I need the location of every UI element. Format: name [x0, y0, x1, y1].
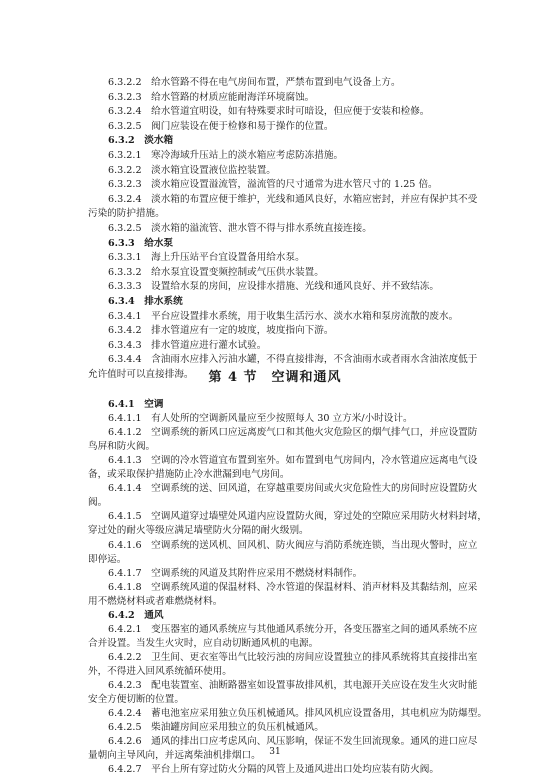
clause-text-line: 6.3.2.3 给水管路的材质应能耐海洋环境腐蚀。	[108, 91, 315, 103]
clause-text-line: 6.3.2.1 寒冷海域升压站上的淡水箱应考虑防冻措施。	[108, 150, 344, 161]
clause-text-line: 6.3.4.4 含油雨水应排入污油水罐，不得直接排海，不含油雨水或者雨水含油浓度低于	[108, 354, 478, 366]
clause-text-line: 6.4.2.2 卫生间、更衣室等出气比较污浊的房间应设置独立的排风系统将其直接排出室	[108, 651, 478, 663]
clause-text-line: 6.3.3.2 给水泵宜设置变频控制或气压供水装置。	[108, 266, 324, 278]
clause-text-line: 用不燃烧材料或者难燃烧材料。	[88, 595, 223, 607]
clause-text-line: 穿过处的耐火等级应满足墙壁防火分隔的耐火级别。	[88, 525, 309, 537]
clause-text-line: 6.4.2.3 配电装置室、油断路器室如设置事故排风机，其电源开关应设在发生火灾时能	[108, 680, 478, 691]
clause-text-line: 6.3.2.2 淡水箱宜设置液位监控装置。	[108, 164, 276, 176]
clause-text-line: 6.4.2.6 通风的排出口应考虑风向、风压影响，保证不发生回流现象。通风的进口应尽	[108, 736, 478, 748]
clause-text-line: 6.4.1.8 空调系统风道的保温材料、冷水管道的保温材料、消声材料及其黏结剂，应采	[108, 581, 478, 593]
clause-text-line: 阀。	[88, 497, 108, 509]
clause-text-line: 即停运。	[88, 553, 127, 565]
clause-text-line: 鸟屏和防火阀。	[88, 441, 156, 453]
clause-heading: 6.3.2 淡水箱	[108, 135, 174, 147]
clause-heading: 6.3.3 给水泵	[108, 237, 174, 249]
clause-text-line: 外，不得进入回风系统循环使用。	[88, 665, 232, 677]
clause-text-line: 安全方便切断的位置。	[88, 694, 184, 706]
clause-text-line: 6.3.2.3 淡水箱应设置溢流管，溢流管的尺寸通常为进水管尺寸的 1.25 倍。	[108, 179, 438, 191]
clause-heading: 6.4.2 通风	[108, 609, 164, 621]
clause-text-line: 6.4.2.1 变压器室的通风系统应与其他通风系统分开，各变压器室之间的通风系统不应	[108, 623, 478, 635]
clause-text-line: 备，或采取保护措施防止冷水泄漏到电气房间。	[88, 469, 290, 481]
clause-text-line: 6.4.2.4 蓄电池室应采用独立负压机械通风。排风风机应设置备用，其电机应为防爆型。	[108, 708, 487, 720]
clause-text-line: 6.3.2.4 给水管道宜明设，如有特殊要求时可暗设，但应便于安装和检修。	[108, 106, 430, 118]
clause-text-line: 6.4.1.3 空调的冷水管道宜布置到室外。如布置到电气房间内，冷水管道应远离电气设	[108, 455, 478, 467]
clause-text-line: 6.3.4.2 排水管道应有一定的坡度，坡度指向下游。	[108, 325, 334, 337]
clause-text-line: 6.4.1.2 空调系统的新风口应远离废气口和其他火灾危险区的烟气排气口，并应设置防	[108, 427, 478, 439]
section-title: 第 4 节 空调和通风	[208, 370, 342, 385]
clause-text-line: 量朝向主导风向，并远离柴油机排烟口。	[88, 750, 261, 762]
clause-text-line: 6.4.2.7 平台上所有穿过防火分隔的风管上及通风进出口处均应装有防火阀。	[108, 764, 439, 776]
clause-heading: 6.3.4 排水系统	[108, 296, 183, 307]
clause-text-line: 6.4.2.5 柴油罐房间应采用独立的负压机械通风。	[108, 722, 324, 734]
clause-text-line: 允许值时可以直接排海。	[88, 369, 194, 380]
clause-text-line: 6.3.2.5 淡水箱的溢流管、泄水管不得与排水系统直接连接。	[108, 223, 372, 234]
clause-text-line: 6.3.3.3 设置给水泵的房间，应设排水措施、光线和通风良好、并不致结冻。	[108, 281, 439, 293]
clause-heading: 6.4.1 空调	[108, 399, 164, 410]
clause-text-line: 6.3.4.3 排水管道应进行灌水试验。	[108, 339, 267, 351]
clause-text-line: 6.4.1.1 有人处所的空调新风量应至少按照每人 30 立方米/小时设计。	[108, 413, 413, 425]
clause-text-line: 6.3.2.4 淡水箱的布置应便于维护，光线和通风良好，水箱应密封，并应有保护其不受	[108, 193, 478, 205]
clause-text-line: 6.3.3.1 海上升压站平台宜设置备用给水泵。	[108, 252, 305, 264]
clause-text-line: 6.3.2.5 阀门应装设在便于检修和易于操作的位置。	[108, 120, 334, 132]
page-number: 31	[269, 747, 281, 757]
clause-text-line: 6.4.1.4 空调系统的送、回风道，在穿越重要房间或火灾危险性大的房间时应设置防火	[108, 483, 478, 495]
clause-text-line: 合并设置。当发生火灾时，应自动切断通风机的电源。	[88, 637, 319, 649]
clause-text-line: 6.3.4.1 平台应设置排水系统，用于收集生活污水、淡水水箱和泵房流散的废水。	[108, 310, 459, 322]
clause-text-line: 6.4.1.6 空调系统的送风机、回风机、防火阀应与消防系统连锁，当出现火警时，应立	[108, 539, 478, 551]
clause-text-line: 6.4.1.7 空调系统的风道及其附件应采用不燃烧材料制作。	[108, 567, 363, 579]
clause-text-line: 6.4.1.5 空调风道穿过墙壁处风道内应设置防火阀，穿过处的空隙应采用防火材料封堵，	[108, 511, 487, 523]
clause-text-line: 6.3.2.2 给水管路不得在电气房间布置，严禁布置到电气设备上方。	[108, 77, 401, 88]
clause-text-line: 污染的防护措施。	[88, 208, 165, 220]
